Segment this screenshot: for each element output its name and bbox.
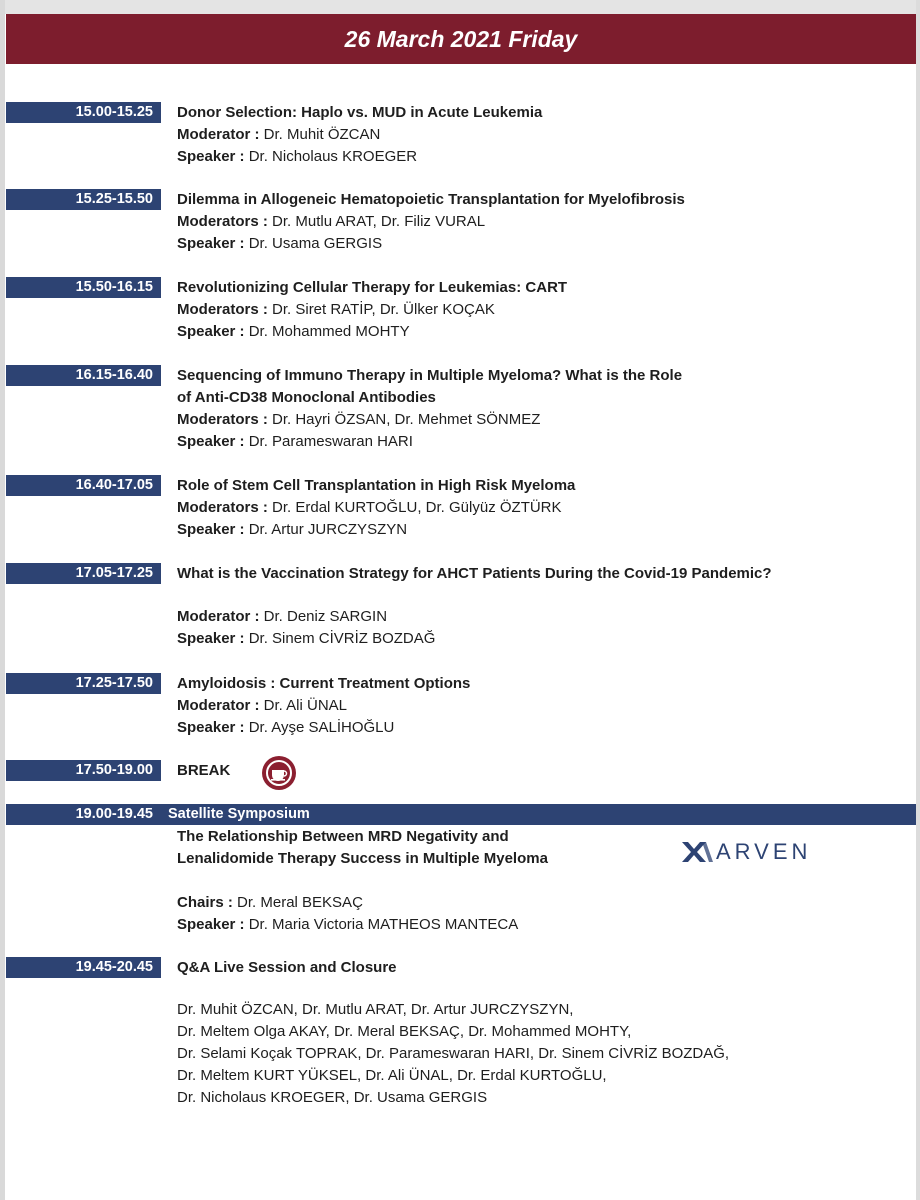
coffee-cup-icon [262,756,296,790]
satellite-label: Satellite Symposium [168,806,310,822]
page-edge-left [0,0,5,1200]
session-title: Sequencing of Immuno Therapy in Multiple Myeloma? What is the Role [177,367,683,384]
speaker-line: Speaker : Dr. Mohammed MOHTY [177,323,410,340]
session-title-line-2: of Anti-CD38 Monoclonal Antibodies [177,389,436,406]
session-title: Dilemma in Allogeneic Hematopoietic Transplantation for Myelofibrosis [177,191,685,208]
satellite-title-line-2: Lenalidomide Therapy Success in Multiple Myeloma [177,850,548,867]
moderator-line: Moderator : Dr. Deniz SARGIN [177,608,388,625]
page-edge-top [0,0,920,14]
session-time: 15.50-16.15 [6,277,161,298]
speaker-line: Speaker : Dr. Artur JURCZYSZYN [177,521,408,538]
satellite-title: The Relationship Between MRD Negativity and [177,828,509,845]
moderator-line: Moderators : Dr. Mutlu ARAT, Dr. Filiz VURAL [177,213,486,230]
session-time: 15.00-15.25 [6,102,161,123]
speaker-line: Speaker : Dr. Parameswaran HARI [177,433,413,450]
break-time: 17.50-19.00 [6,760,161,781]
closing-names-line: Dr. Selami Koçak TOPRAK, Dr. Parameswaran HARI, Dr. Sinem CİVRİZ BOZDAĞ, [177,1045,730,1062]
break-label: BREAK [177,762,231,779]
session-title: Revolutionizing Cellular Therapy for Leukemias: CART [177,279,568,296]
session-title: Amyloidosis : Current Treatment Options [177,675,471,692]
arven-logo-mark [680,838,716,866]
moderator-line: Moderator : Dr. Muhit ÖZCAN [177,126,381,143]
moderator-line: Moderators : Dr. Erdal KURTOĞLU, Dr. Gülyüz ÖZTÜRK [177,499,562,516]
speaker-line: Speaker : Dr. Nicholaus KROEGER [177,148,418,165]
speaker-line: Speaker : Dr. Sinem CİVRİZ BOZDAĞ [177,630,436,647]
session-title: Donor Selection: Haplo vs. MUD in Acute Leukemia [177,104,543,121]
session-title: What is the Vaccination Strategy for AHCT Patients During the Covid-19 Pandemic? [177,565,772,582]
chairs-line: Chairs : Dr. Meral BEKSAÇ [177,894,363,911]
arven-logo [680,838,860,866]
session-time: 17.25-17.50 [6,673,161,694]
speaker-line: Speaker : Dr. Usama GERGIS [177,235,383,252]
closing-names-line: Dr. Muhit ÖZCAN, Dr. Mutlu ARAT, Dr. Artur JURCZYSZYN, [177,1001,574,1018]
session-title: Role of Stem Cell Transplantation in High Risk Myeloma [177,477,576,494]
speaker-line: Speaker : Dr. Maria Victoria MATHEOS MANTECA [177,916,519,933]
moderator-line: Moderators : Dr. Siret RATİP, Dr. Ülker KOÇAK [177,301,495,318]
page-edge-right [916,0,920,1200]
closing-names-line: Dr. Meltem KURT YÜKSEL, Dr. Ali ÜNAL, Dr. Erdal KURTOĞLU, [177,1067,607,1084]
satellite-bar [6,804,916,825]
speaker-line: Speaker : Dr. Ayşe SALİHOĞLU [177,719,395,736]
session-time: 15.25-15.50 [6,189,161,210]
closing-title: Q&A Live Session and Closure [177,959,397,976]
session-time: 16.15-16.40 [6,365,161,386]
closing-names-line: Dr. Nicholaus KROEGER, Dr. Usama GERGIS [177,1089,488,1106]
satellite-time: 19.00-19.45 [75,806,153,822]
closing-names-line: Dr. Meltem Olga AKAY, Dr. Meral BEKSAÇ, Dr. Mohammed MOHTY, [177,1023,632,1040]
session-time: 16.40-17.05 [6,475,161,496]
moderator-line: Moderators : Dr. Hayri ÖZSAN, Dr. Mehmet SÖNMEZ [177,411,541,428]
date-header [6,14,916,64]
session-time: 17.05-17.25 [6,563,161,584]
moderator-line: Moderator : Dr. Ali ÜNAL [177,697,348,714]
arven-logo-text: ARVEN [716,839,812,864]
date-title: 26 March 2021 Friday [344,25,578,52]
closing-time: 19.45-20.45 [6,957,161,978]
